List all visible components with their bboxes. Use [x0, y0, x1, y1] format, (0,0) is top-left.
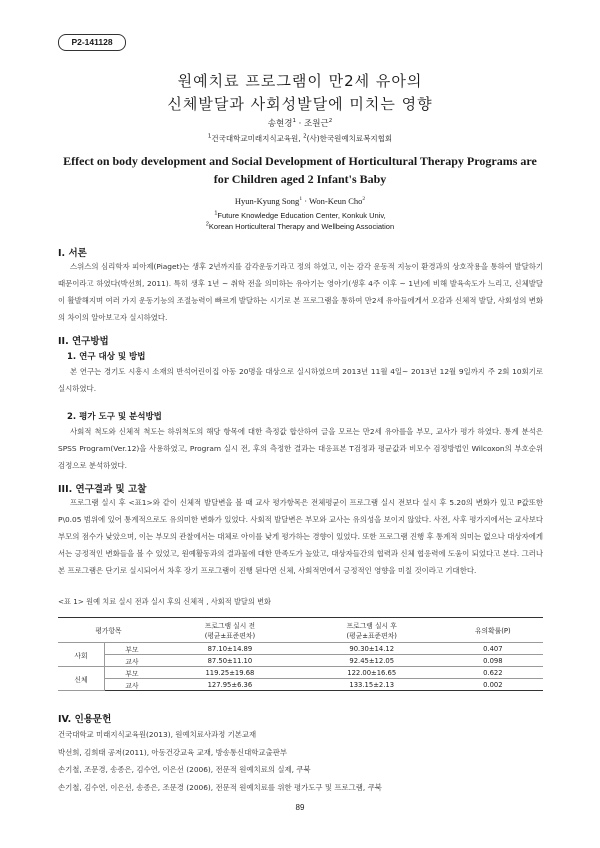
method-paragraph-2: 사회적 척도와 신체적 척도는 하위척도의 해당 항목에 대한 측정값 합산하여 글을 모르는 만2세 유아를을 부모, 교사가 평가 하였다. 통계 분석은 SPSS Program(Ver.12)을 사용하였고, Program 실시 전, 후의 측정한 결과는 대응표본 T검정과 평균값과 비모수 검정방법인 Wilcoxon의 부호순위 검정으로 분석하였다. — [58, 427, 543, 470]
method-heading: II. 연구방법 — [58, 336, 109, 347]
title-korean-line-1: 원예치료 프로그램이 만2세 유아의 — [177, 72, 423, 90]
title-english-line-2: for Children aged 2 Infant's Baby — [213, 172, 387, 186]
author-2-ko-sup: 2 — [328, 118, 333, 125]
author-1-en-sup: 1 — [299, 196, 303, 203]
rater-cell: 교사 — [105, 679, 160, 691]
p-cell: 0.407 — [443, 643, 543, 655]
p-cell: 0.622 — [443, 667, 543, 679]
rater-cell: 부모 — [105, 643, 160, 655]
author-1-ko-sup: 1 — [292, 118, 296, 125]
references-list — [58, 726, 543, 796]
rater-cell: 교사 — [105, 655, 160, 667]
results-heading: III. 연구결과 및 고찰 — [58, 484, 147, 495]
group-cell: 사회 — [58, 643, 105, 667]
intro-paragraph: 스위스의 심리학자 피아제(Piaget)는 생후 2년까지를 감각운동기라고 정의 하였고, 이는 감각 운동적 지능이 환경과의 상호작용을 통하여 발달하기 때문이라고 하였다(박선희, 2011). 특히 생후 1년 ~ 취학 전을 의미하는 유아기는 영아기(생후 4주 이후 ~ 1년)에 비해 발육속도가 느리고, 신체발달이 활발해지며 여러 가지 운동기능의 조절능력이 빠르게 발달하는 시기로 본 프로그램을 통하여 만2세 유아들에게서 오감과 신체적 발달, 사회성의 변화의 차이의 알아보고자 실시하였다. — [58, 262, 543, 322]
authors-english — [0, 196, 600, 206]
results-paragraph: 프로그램 실시 후 <표1>와 같이 신체적 발달변을 볼 때 교사 평가항목은 전체평균이 프로그램 실시 전보다 실시 후 5.20의 변화가 있고 P값또한 P\0.05 범위에 있어 통계적으로도 유의미한 변화가 있었다. 사회적 발달변은 부모와 교사는 유의성을 보이지 않았다. 사전, 사후 평가지에서는 교사보다 부모의 점수가 낮았으며, 이는 부모의 관찰에서는 대체로 아이를 낮게 평가하는 경향이 있었다. 또한 프로그램 진행 후 통계적 의미는 없으나 대상자에게서는 긍정적인 변화들을 볼 수 있었고, 원예활동과의 결과물에 대한 만족도가 높았고, 대상자들간의 협력과 신체 협응력에 도움이 되었다고 본다. 그러나 본 프로그램은 단기로 실시되어서 차후 장기 프로그램이 진행 된다면 신체, 사회적면에서 긍정적인 영향을 미칠 것이라고 기대한다. — [58, 498, 543, 575]
table-row — [58, 679, 543, 691]
header-post — [301, 618, 443, 643]
rater-cell: 부모 — [105, 667, 160, 679]
affiliation-english-1 — [0, 211, 600, 220]
group-cell: 신체 — [58, 667, 105, 691]
aff-ko-1: 건국대학교미래지식교육원, — [211, 134, 301, 143]
header-pre — [159, 618, 301, 643]
pre-cell: 87.10±14.89 — [159, 643, 301, 655]
table-row — [58, 643, 543, 655]
reference-item: 박선희, 김희태 공저(2011), 아동건강교육 교재, 방송통신대학교출판부 — [58, 747, 287, 757]
author-1-en: Hyun-Kyung Song — [234, 196, 300, 206]
pre-cell: 87.50±11.10 — [159, 655, 301, 667]
pre-cell: 127.95±6.36 — [159, 679, 301, 691]
post-cell: 122.00±16.65 — [301, 667, 443, 679]
header-item: 평가항목 — [58, 618, 159, 643]
header-post-sub: (평균±표준편차) — [346, 632, 397, 640]
p-cell: 0.098 — [443, 655, 543, 667]
author-separator: · — [298, 119, 302, 129]
aff-ko-sup-2: 2 — [303, 133, 307, 140]
paper-id-badge: P2-141128 — [58, 34, 126, 51]
header-pre-label: 프로그램 실시 전 — [204, 622, 256, 630]
aff-en-sup-2: 2 — [205, 221, 209, 228]
affiliation-korean — [0, 133, 600, 144]
post-cell: 92.45±12.05 — [301, 655, 443, 667]
method-subheading-1: 1. 연구 대상 및 방법 — [67, 352, 146, 362]
author-2-en-sup: 2 — [362, 196, 366, 203]
method-subheading-2: 2. 평가 도구 및 분석방법 — [67, 412, 162, 422]
intro-heading: I. 서론 — [58, 248, 87, 259]
title-english-line-1: Effect on body development and Social Development of Horticultural Therapy Programs are — [63, 154, 537, 168]
table-row — [58, 667, 543, 679]
page-number: 89 — [295, 803, 305, 812]
aff-ko-sup-1: 1 — [207, 133, 212, 140]
aff-ko-2: (사)한국원예치료복지협회 — [306, 134, 393, 143]
post-cell: 133.15±2.13 — [301, 679, 443, 691]
table-row — [58, 655, 543, 667]
results-table — [58, 617, 543, 691]
author-en-separator: · — [304, 196, 308, 206]
table-caption: <표 1> 원예 치료 실시 전과 실시 후의 신체적 , 사회적 발달의 변화 — [58, 597, 271, 606]
pre-cell: 119.25±19.68 — [159, 667, 301, 679]
header-post-label: 프로그램 실시 후 — [346, 622, 397, 630]
authors-korean — [0, 117, 600, 129]
aff-en-sup-1: 1 — [214, 210, 218, 217]
header-p: 유의확률(P) — [443, 618, 543, 643]
reference-item: 손기철, 김수연, 이은선, 송종은, 조문경 (2006), 전문적 원예치료를 위한 평가도구 및 프로그램, 쿠북 — [58, 782, 382, 792]
affiliation-english-2 — [0, 222, 600, 231]
p-cell: 0.002 — [443, 679, 543, 691]
header-pre-sub: (평균±표준편차) — [204, 632, 256, 640]
reference-item: 손기철, 조문경, 송종은, 김수연, 이은선 (2006), 전문적 원예치료의 실제, 쿠북 — [58, 765, 311, 774]
method-paragraph-1: 본 연구는 경기도 시흥시 소재의 반석어린이집 아동 20명을 대상으로 실시하였으며 2013년 11월 4일~ 2013년 12월 9일까지 주 2회 10회기로 실시하였다. — [58, 367, 543, 393]
aff-en-2: Korean Horticulteral Therapy and Wellbeing Association — [208, 222, 395, 231]
author-2-en: Won-Keun Cho — [309, 196, 363, 206]
references-heading: IV. 인용문헌 — [58, 714, 112, 725]
author-2-ko: 조원근 — [304, 119, 329, 129]
aff-en-1: Future Knowledge Education Center, Konkuk Univ, — [217, 211, 386, 220]
title-korean-line-2: 신체발달과 사회성발달에 미치는 영향 — [167, 95, 433, 113]
author-1-ko: 송현경 — [267, 119, 293, 129]
post-cell: 90.30±14.12 — [301, 643, 443, 655]
reference-item: 건국대학교 미래지식교육원(2013), 원예치료사과정 기본교재 — [58, 730, 257, 739]
